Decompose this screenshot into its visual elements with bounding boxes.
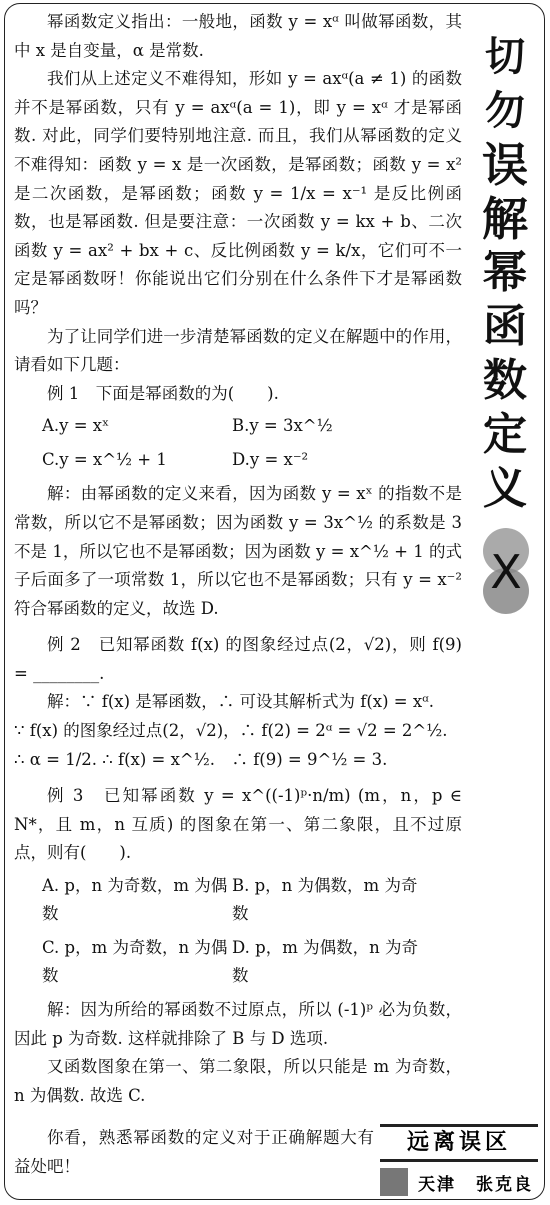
option-a: A.y = xˣ xyxy=(42,416,110,436)
cross-symbol: X xyxy=(490,545,522,599)
example-1-options-row2 xyxy=(42,446,462,474)
example-1-options-row1 xyxy=(42,412,462,440)
column-byline xyxy=(380,1124,538,1196)
column-name: 远离误区 xyxy=(380,1124,538,1162)
title-char: 切 xyxy=(485,34,525,80)
example-1-solution: 解：由幂函数的定义来看，因为函数 y = xˣ 的指数不是常数，所以它不是幂函数；因为函数 y = 3x^½ 的系数是 3 不是 1，所以它也不是幂函数；因为函数 y = x^½ + 1 的式子后面多了一项常数 1，所以它也不是幂函数；只有 y = x⁻² 符合幂函数的定义，故选 D. xyxy=(14,484,462,618)
example-2-question: 例 2 已知幂函数 f(x) 的图象经过点(2，√2)，则 f(9) = ________. xyxy=(14,635,462,683)
article-body xyxy=(14,8,462,1110)
title-char: 数 xyxy=(483,355,527,406)
author-city: 天津 xyxy=(418,1174,456,1195)
title-char: 解 xyxy=(482,192,528,246)
closing-text: 你看，熟悉幂函数的定义对于正确解题大有益处吧！ xyxy=(14,1128,374,1176)
example-3-question: 例 3 已知幂函数 y = x^((-1)ᵖ·n/m) (m，n，p ∈ N*，且 m，n 互质) 的图象在第一、第二象限，且不过原点，则有( ). xyxy=(14,786,462,863)
option-c: C.y = x^½ + 1 xyxy=(42,450,167,470)
title-char: 义 xyxy=(483,463,527,514)
option-d: D. p，m 为偶数，n 为奇数 xyxy=(232,938,418,986)
option-b: B. p，n 为偶数，m 为奇数 xyxy=(232,876,418,924)
option-d: D.y = x⁻² xyxy=(232,450,309,470)
transition-paragraph: 为了让同学们进一步清楚幂函数的定义在解题中的作用，请看如下几题： xyxy=(14,326,462,375)
title-char: 勿 xyxy=(485,88,525,134)
cross-mark-icon xyxy=(480,528,534,628)
vertical-title xyxy=(470,30,540,516)
intro-paragraph: 幂函数定义指出：一般地，函数 y = xᵅ 叫做幂函数，其中 x 是自变量，α 是常数. xyxy=(14,12,462,60)
example-3-solution-cont: 又函数图象在第一、第二象限，所以只能是 m 为奇数，n 为偶数. 故选 C. xyxy=(14,1057,462,1105)
closing-remark xyxy=(14,1124,374,1181)
title-char: 幂 xyxy=(483,247,527,298)
example-2-step-1: 解：∵ f(x) 是幂函数，∴ 可设其解析式为 f(x) = xᵅ. xyxy=(47,692,435,712)
option-a: A. p，n 为奇数，m 为偶数 xyxy=(42,876,228,924)
example-3-options-row2 xyxy=(42,934,462,990)
title-char: 误 xyxy=(482,138,528,192)
example-2-step-3: ∴ α = 1/2. ∴ f(x) = x^½. ∴ f(9) = 9^½ = 3. xyxy=(14,749,388,769)
definition-paragraph: 我们从上述定义不难得知，形如 y = axᵅ(a ≠ 1) 的函数并不是幂函数，只有 y = axᵅ(a = 1)，即 y = xᵅ 才是幂函数. 对此，同学们要特别地注意. 而且，我们从幂函数的定义不难得知：函数 y = x 是一次函数，是幂函数；函数 y = x² 是二次函数，是幂函数；函数 y = 1/x = x⁻¹ 是反比例函数，也是幂函数. 但是要注意：一次函数 y = kx + b、二次函数 y = ax² + bx + c、反比例函数 y = k/x，它们可不一定是幂函数呀！你能说出它们分别在什么条件下才是幂函数吗？ xyxy=(14,69,462,317)
byline-square-icon xyxy=(380,1168,408,1196)
example-1-question: 例 1 下面是幂函数的为( ). xyxy=(47,383,279,403)
author-name: 张克良 xyxy=(476,1174,533,1195)
example-3-solution: 解：因为所给的幂函数不过原点，所以 (-1)ᵖ 必为负数，因此 p 为奇数. 这样就排除了 B 与 D 选项. xyxy=(14,1000,462,1048)
example-2-step-2: ∵ f(x) 的图象经过点(2，√2)，∴ f(2) = 2ᵅ = √2 = 2^½. xyxy=(14,721,448,741)
title-char: 定 xyxy=(483,409,527,460)
option-c: C. p，m 为奇数，n 为偶数 xyxy=(42,938,228,986)
example-3-options-row1 xyxy=(42,872,462,928)
option-b: B.y = 3x^½ xyxy=(232,416,333,436)
title-char: 函 xyxy=(483,301,527,352)
